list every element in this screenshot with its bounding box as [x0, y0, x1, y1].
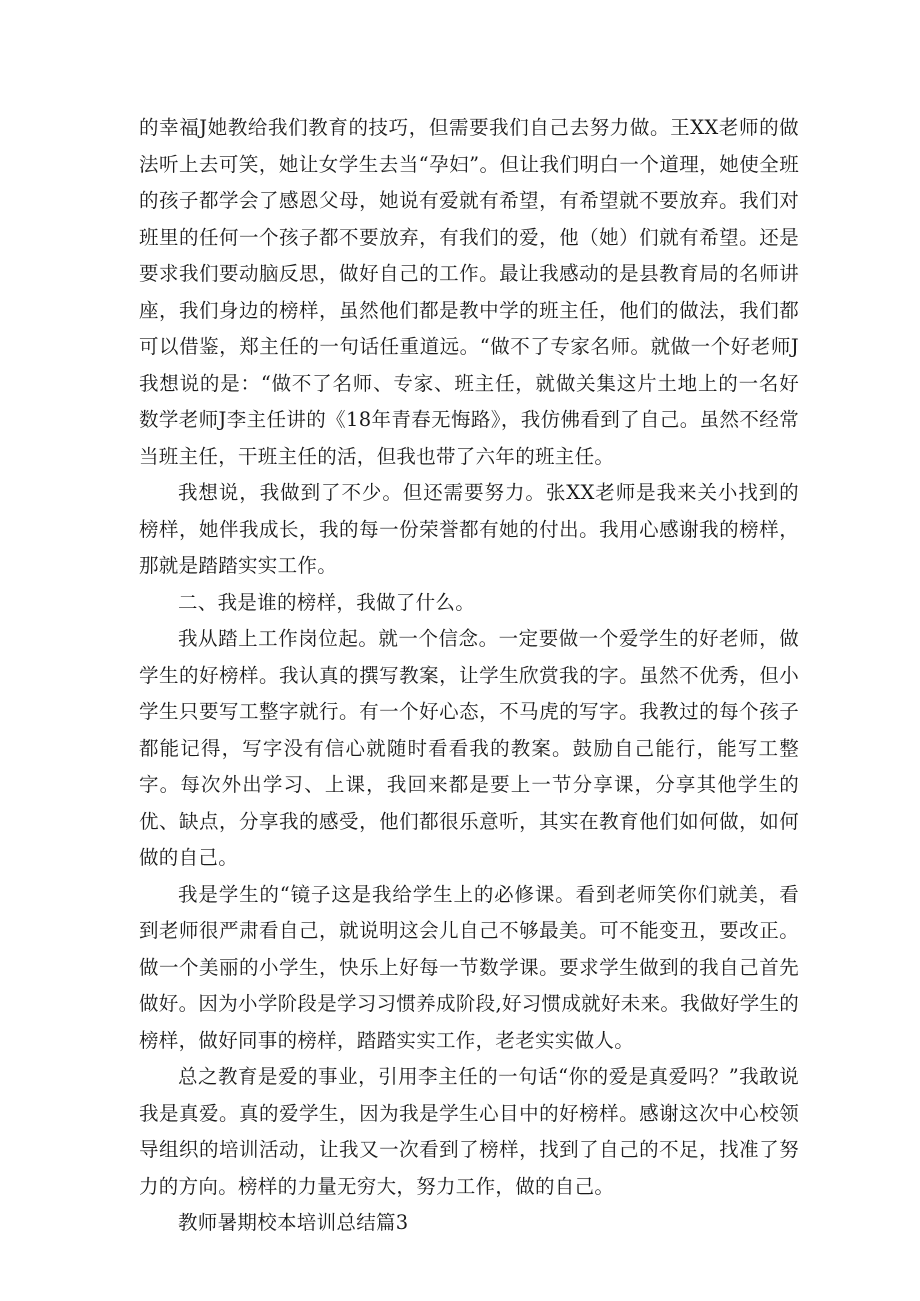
document-body — [139, 110, 799, 1242]
paragraph-4: 我是学生的“镜子这是我给学生上的必修课。看到老师笑你们就美，看到老师很严肃看自己，就说明这会儿自己不够最美。可不能变丑，要改正。做一个美丽的小学生，快乐上好每一节数学课。要求学生做到的我自己首先做好。因为小学阶段是学习习惯养成阶段,好习惯成就好未来。我做好学生的榜样，做好同事的榜样，踏踏实实工作，老老实实做人。 — [139, 882, 799, 1052]
section-heading: 二、我是谁的榜样，我做了什么。 — [178, 590, 476, 614]
paragraph-3: 我从踏上工作岗位起。就一个信念。一定要做一个爱学生的好老师，做学生的好榜样。我认真的撰写教案，让学生欣赏我的字。虽然不优秀，但小学生只要写工整字就行。有一个好心态，不马虎的写字。我教过的每个孩子都能记得，写字没有信心就随时看看我的教案。鼓励自己能行，能写工整字。每次外出学习、上课，我回来都是要上一节分享课，分享其他学生的优、缺点，分享我的感受，他们都很乐意听，其实在教育他们如何做，如何做的自己。 — [139, 627, 799, 869]
paragraph-5: 总之教育是爱的事业，引用李主任的一句话“你的爱是真爱吗？”我敢说我是真爱。真的爱学生，因为我是学生心目中的好榜样。感谢这次中心校领导组织的培训活动，让我又一次看到了榜样，找到了自己的不足，找准了努力的方向。榜样的力量无穷大，努力工作，做的自己。 — [139, 1065, 799, 1198]
paragraph-1: 的幸福J她教给我们教育的技巧，但需要我们自己去努力做。王XX老师的做法听上去可笑，她让女学生去当“孕妇”。但让我们明白一个道理，她使全班的孩子都学会了感恩父母，她说有爱就有希望，有希望就不要放弃。我们对班里的任何一个孩子都不要放弃，有我们的爱，他（她）们就有希望。还是要求我们要动脑反思，做好自己的工作。最让我感动的是县教育局的名师讲座，我们身边的榜样，虽然他们都是教中学的班主任，他们的做法，我们都可以借鉴，郑主任的一句话任重道远。“做不了专家名师。就做一个好老师J我想说的是：“做不了名师、专家、班主任，就做关集这片土地上的一名好数学老师J李主任讲的《18年青春无悔路》，我仿佛看到了自己。虽然不经常当班主任，干班主任的活，但我也带了六年的班主任。 — [139, 116, 799, 468]
next-section-title: 教师暑期校本培训总结篇3 — [178, 1211, 409, 1234]
paragraph-2: 我想说，我做到了不少。但还需要努力。张XX老师是我来关小找到的榜样，她伴我成长，我的每一份荣誉都有她的付出。我用心感谢我的榜样，那就是踏踏实实工作。 — [139, 481, 799, 577]
